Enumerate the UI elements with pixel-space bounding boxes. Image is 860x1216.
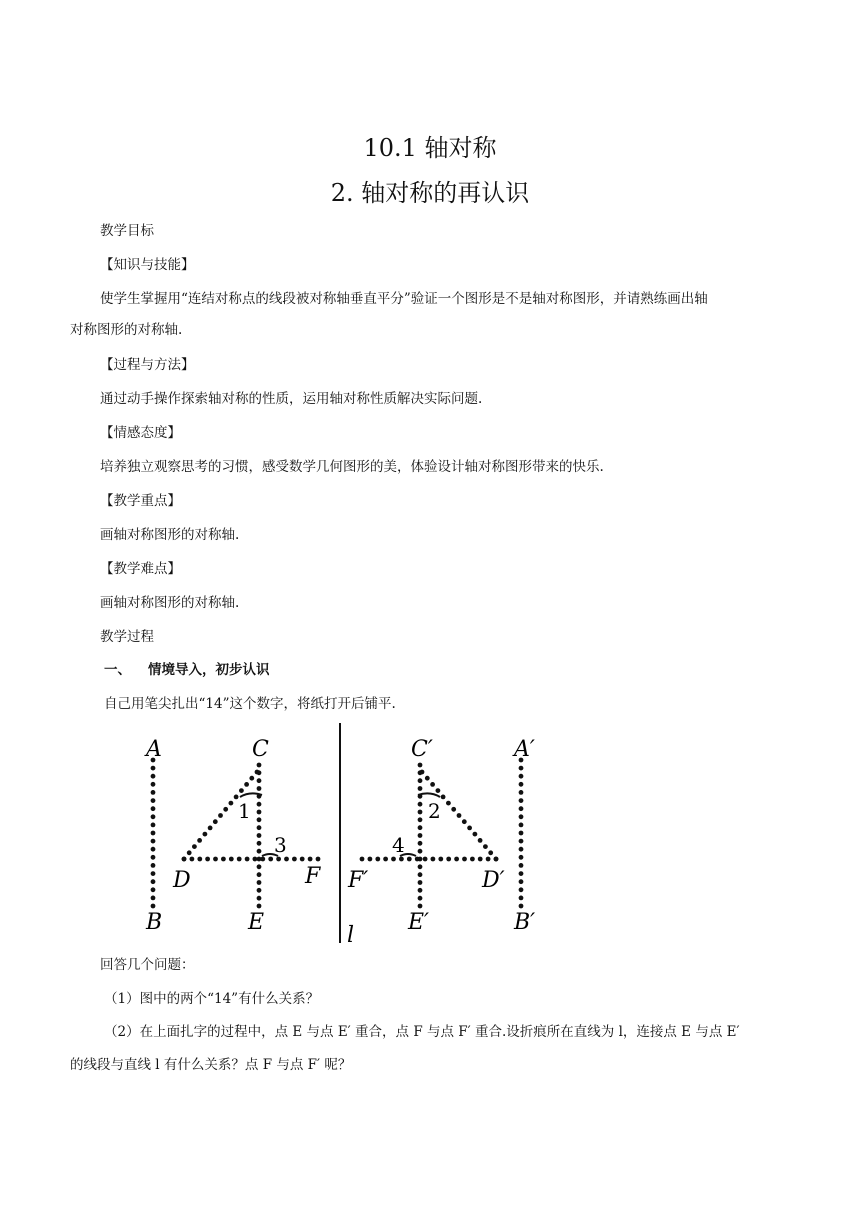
dot xyxy=(257,849,262,854)
dot xyxy=(418,904,423,909)
dot xyxy=(519,774,524,779)
dot xyxy=(519,823,524,828)
dot xyxy=(483,844,488,849)
dot xyxy=(257,786,262,791)
dot xyxy=(438,857,443,862)
process-method-label: 【过程与方法】 xyxy=(100,357,195,373)
dot xyxy=(237,857,242,862)
dots-segment-AB-prime xyxy=(519,758,524,909)
dot xyxy=(368,857,373,862)
dot xyxy=(407,857,412,862)
dot xyxy=(257,802,262,807)
dot xyxy=(151,863,156,868)
label-B: B xyxy=(146,910,163,935)
dot xyxy=(151,871,156,876)
process-method-text: 通过动手操作探索轴对称的性质，运用轴对称性质解决实际问题. xyxy=(100,391,483,407)
difficulty-label: 【教学难点】 xyxy=(100,561,181,577)
dot xyxy=(473,832,478,837)
dot xyxy=(151,798,156,803)
dot xyxy=(257,880,262,885)
label-E-prime: E′ xyxy=(408,910,430,935)
mirror-14-figure xyxy=(128,718,558,950)
dot xyxy=(519,839,524,844)
dot xyxy=(257,904,262,909)
lesson-title: 10.1 轴对称 xyxy=(363,134,497,162)
label-A: A xyxy=(146,737,162,762)
dot xyxy=(418,841,423,846)
dot xyxy=(257,825,262,830)
dot xyxy=(255,770,260,775)
dot xyxy=(454,857,459,862)
dot xyxy=(197,838,202,843)
dot xyxy=(308,857,313,862)
dot xyxy=(245,857,250,862)
dot xyxy=(151,839,156,844)
dot xyxy=(462,819,467,824)
dot xyxy=(494,857,499,862)
dot xyxy=(229,801,234,806)
dot xyxy=(418,833,423,838)
label-angle-3: 3 xyxy=(274,833,287,857)
dot xyxy=(418,802,423,807)
section1-intro: 自己用笔尖扎出“14”这个数字，将纸打开后铺平. xyxy=(104,696,396,712)
key-point-label: 【教学重点】 xyxy=(100,493,181,509)
dot xyxy=(519,831,524,836)
dot xyxy=(418,810,423,815)
dot xyxy=(436,788,441,793)
section1-number: 一、 xyxy=(104,662,131,678)
dot xyxy=(151,904,156,909)
label-angle-2: 2 xyxy=(428,799,441,823)
dot xyxy=(257,864,262,869)
dot xyxy=(418,825,423,830)
dot xyxy=(151,790,156,795)
dot xyxy=(197,857,202,862)
emotion-text: 培养独立观察思考的习惯，感受数学几何图形的美，体验设计轴对称图形带来的快乐. xyxy=(100,459,604,475)
dot xyxy=(519,782,524,787)
dot xyxy=(257,817,262,822)
dot xyxy=(418,880,423,885)
dot xyxy=(423,857,428,862)
dot xyxy=(151,879,156,884)
dots-segment-DF xyxy=(182,857,321,862)
dot xyxy=(257,872,262,877)
dot xyxy=(257,888,262,893)
dot xyxy=(213,857,218,862)
dot xyxy=(431,857,436,862)
dot xyxy=(446,857,451,862)
label-D-prime: D′ xyxy=(482,868,505,893)
dots-segment-FD-prime xyxy=(360,857,499,862)
dot xyxy=(244,782,249,787)
question-1: （1）图中的两个“14”有什么关系？ xyxy=(104,991,320,1007)
dot xyxy=(257,810,262,815)
section1-title: 情境导入，初步认识 xyxy=(148,662,270,678)
dot xyxy=(519,806,524,811)
dot xyxy=(375,857,380,862)
dot xyxy=(519,896,524,901)
dot xyxy=(519,871,524,876)
dot xyxy=(257,778,262,783)
dot xyxy=(253,857,258,862)
questions-heading: 回答几个问题： xyxy=(100,957,195,973)
knowledge-text-line2: 对称图形的对称轴. xyxy=(70,322,183,338)
dot xyxy=(316,857,321,862)
dot xyxy=(151,774,156,779)
dot xyxy=(218,813,223,818)
dot xyxy=(519,798,524,803)
label-F: F xyxy=(305,864,321,889)
dot xyxy=(151,896,156,901)
dot xyxy=(257,833,262,838)
dot xyxy=(190,857,195,862)
dot xyxy=(249,776,254,781)
dot xyxy=(151,823,156,828)
dot xyxy=(260,857,265,862)
dot xyxy=(470,857,475,862)
emotion-label: 【情感态度】 xyxy=(100,425,181,441)
dot xyxy=(457,813,462,818)
dot xyxy=(187,850,192,855)
dot xyxy=(192,844,197,849)
dot xyxy=(441,795,446,800)
knowledge-text-line1: 使学生掌握用“连结对称点的线段被对称轴垂直平分”验证一个图形是不是轴对称图形，并请熟练画出轴 xyxy=(100,291,708,307)
dot xyxy=(519,863,524,868)
dot xyxy=(418,888,423,893)
dot xyxy=(276,857,281,862)
dot xyxy=(151,814,156,819)
dot xyxy=(519,855,524,860)
dot xyxy=(229,857,234,862)
dot xyxy=(415,857,420,862)
dot xyxy=(151,887,156,892)
dot xyxy=(446,801,451,806)
difficulty-text: 画轴对称图形的对称轴. xyxy=(100,595,240,611)
dot xyxy=(268,857,273,862)
dot xyxy=(418,817,423,822)
dot xyxy=(383,857,388,862)
dot xyxy=(519,847,524,852)
dot xyxy=(399,857,404,862)
dot xyxy=(418,849,423,854)
dot xyxy=(418,763,423,768)
question-2-line1: （2）在上面扎字的过程中，点 E 与点 E′ 重合，点 F 与点 F′ 重合.设折痕所在直线为 l，连接点 E 与点 E′ xyxy=(104,1024,740,1040)
label-B-prime: B′ xyxy=(514,910,536,935)
dot xyxy=(486,857,491,862)
dot xyxy=(430,782,435,787)
dot xyxy=(391,857,396,862)
label-C: C xyxy=(252,737,269,762)
dot xyxy=(488,850,493,855)
label-D: D xyxy=(173,868,191,893)
label-A-prime: A′ xyxy=(514,737,535,762)
dot xyxy=(519,766,524,771)
dot xyxy=(284,857,289,862)
label-C-prime: C′ xyxy=(411,737,433,762)
dot xyxy=(462,857,467,862)
dot xyxy=(213,819,218,824)
dot xyxy=(205,857,210,862)
dot xyxy=(360,857,365,862)
dot xyxy=(519,887,524,892)
dot xyxy=(239,788,244,793)
dot xyxy=(151,766,156,771)
dot xyxy=(221,857,226,862)
dot xyxy=(478,838,483,843)
key-point-text: 画轴对称图形的对称轴. xyxy=(100,527,240,543)
dots-segment-AB xyxy=(151,758,156,909)
label-E: E xyxy=(248,910,265,935)
objectives-heading: 教学目标 xyxy=(100,223,154,239)
lesson-subtitle: 2. 轴对称的再认识 xyxy=(330,179,530,207)
dot xyxy=(418,786,423,791)
process-heading: 教学过程 xyxy=(100,629,154,645)
dot xyxy=(257,841,262,846)
dot xyxy=(151,855,156,860)
dot xyxy=(257,896,262,901)
dot xyxy=(418,872,423,877)
dot xyxy=(519,904,524,909)
dot xyxy=(300,857,305,862)
dot xyxy=(519,790,524,795)
question-2-line2: 的线段与直线 l 有什么关系？点 F 与点 F′ 呢？ xyxy=(70,1057,352,1073)
dot xyxy=(208,826,213,831)
label-F-prime: F′ xyxy=(348,868,369,893)
dot xyxy=(451,807,456,812)
knowledge-label: 【知识与技能】 xyxy=(100,257,195,273)
dot xyxy=(418,864,423,869)
dot xyxy=(519,879,524,884)
dot xyxy=(425,776,430,781)
dots-segment-CE xyxy=(257,763,262,909)
dot xyxy=(223,807,228,812)
dots-segment-CE-prime xyxy=(418,763,423,909)
dot xyxy=(151,806,156,811)
dot xyxy=(182,857,187,862)
dot xyxy=(151,847,156,852)
dot xyxy=(519,814,524,819)
dot xyxy=(478,857,483,862)
dot xyxy=(151,782,156,787)
dot xyxy=(292,857,297,862)
dot xyxy=(420,770,425,775)
label-axis-l: l xyxy=(347,923,355,948)
dot xyxy=(467,826,472,831)
dot xyxy=(203,832,208,837)
label-angle-4: 4 xyxy=(392,833,405,857)
dot xyxy=(257,763,262,768)
label-angle-1: 1 xyxy=(238,799,251,823)
dot xyxy=(151,831,156,836)
dot xyxy=(418,778,423,783)
dot xyxy=(418,896,423,901)
